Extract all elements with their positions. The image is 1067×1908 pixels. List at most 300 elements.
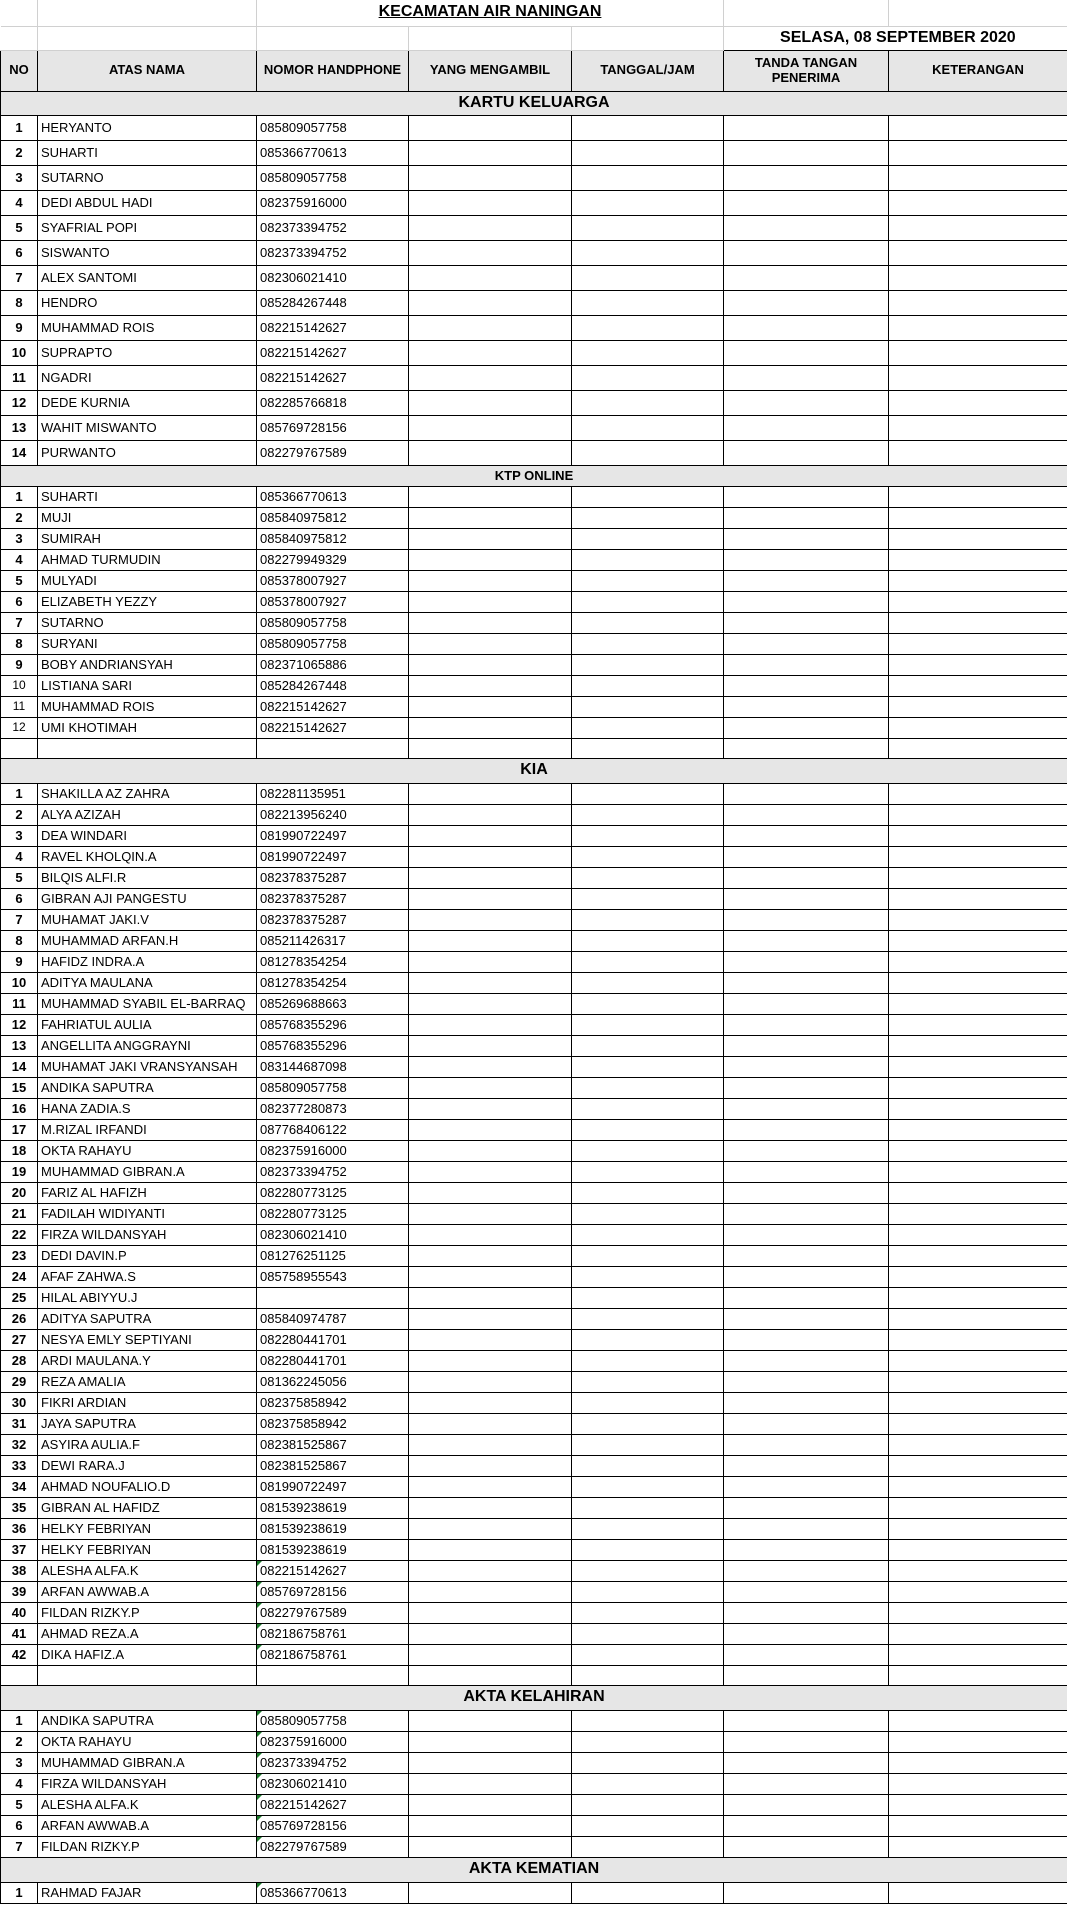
signature-cell[interactable] <box>724 1455 889 1476</box>
signature-cell[interactable] <box>724 240 889 265</box>
taker-cell[interactable] <box>409 1710 572 1731</box>
taker-cell[interactable] <box>409 1287 572 1308</box>
signature-cell[interactable] <box>724 507 889 528</box>
notes-cell[interactable] <box>889 846 1067 867</box>
datetime-cell[interactable] <box>572 591 724 612</box>
taker-cell[interactable] <box>409 1836 572 1857</box>
datetime-cell[interactable] <box>572 717 724 738</box>
notes-cell[interactable] <box>889 1371 1067 1392</box>
datetime-cell[interactable] <box>572 1560 724 1581</box>
datetime-cell[interactable] <box>572 972 724 993</box>
empty-cell[interactable] <box>724 738 889 758</box>
taker-cell[interactable] <box>409 1539 572 1560</box>
signature-cell[interactable] <box>724 1882 889 1903</box>
taker-cell[interactable] <box>409 440 572 465</box>
empty-cell[interactable] <box>889 738 1067 758</box>
notes-cell[interactable] <box>889 1560 1067 1581</box>
signature-cell[interactable] <box>724 1308 889 1329</box>
empty-cell[interactable] <box>257 738 409 758</box>
taker-cell[interactable] <box>409 675 572 696</box>
signature-cell[interactable] <box>724 1413 889 1434</box>
notes-cell[interactable] <box>889 993 1067 1014</box>
datetime-cell[interactable] <box>572 696 724 717</box>
taker-cell[interactable] <box>409 633 572 654</box>
notes-cell[interactable] <box>889 1497 1067 1518</box>
signature-cell[interactable] <box>724 633 889 654</box>
taker-cell[interactable] <box>409 846 572 867</box>
notes-cell[interactable] <box>889 1434 1067 1455</box>
taker-cell[interactable] <box>409 115 572 140</box>
signature-cell[interactable] <box>724 951 889 972</box>
taker-cell[interactable] <box>409 930 572 951</box>
datetime-cell[interactable] <box>572 1794 724 1815</box>
signature-cell[interactable] <box>724 486 889 507</box>
notes-cell[interactable] <box>889 1581 1067 1602</box>
notes-cell[interactable] <box>889 265 1067 290</box>
taker-cell[interactable] <box>409 1350 572 1371</box>
notes-cell[interactable] <box>889 440 1067 465</box>
notes-cell[interactable] <box>889 1455 1067 1476</box>
datetime-cell[interactable] <box>572 390 724 415</box>
signature-cell[interactable] <box>724 1056 889 1077</box>
taker-cell[interactable] <box>409 1644 572 1665</box>
signature-cell[interactable] <box>724 1731 889 1752</box>
signature-cell[interactable] <box>724 930 889 951</box>
datetime-cell[interactable] <box>572 215 724 240</box>
datetime-cell[interactable] <box>572 909 724 930</box>
notes-cell[interactable] <box>889 675 1067 696</box>
signature-cell[interactable] <box>724 140 889 165</box>
datetime-cell[interactable] <box>572 365 724 390</box>
notes-cell[interactable] <box>889 1644 1067 1665</box>
signature-cell[interactable] <box>724 972 889 993</box>
datetime-cell[interactable] <box>572 1098 724 1119</box>
datetime-cell[interactable] <box>572 888 724 909</box>
notes-cell[interactable] <box>889 1119 1067 1140</box>
taker-cell[interactable] <box>409 1815 572 1836</box>
notes-cell[interactable] <box>889 1329 1067 1350</box>
notes-cell[interactable] <box>889 240 1067 265</box>
notes-cell[interactable] <box>889 654 1067 675</box>
empty-cell[interactable] <box>572 1665 724 1685</box>
taker-cell[interactable] <box>409 1224 572 1245</box>
datetime-cell[interactable] <box>572 783 724 804</box>
taker-cell[interactable] <box>409 1581 572 1602</box>
signature-cell[interactable] <box>724 315 889 340</box>
taker-cell[interactable] <box>409 415 572 440</box>
taker-cell[interactable] <box>409 140 572 165</box>
datetime-cell[interactable] <box>572 804 724 825</box>
taker-cell[interactable] <box>409 1056 572 1077</box>
signature-cell[interactable] <box>724 1035 889 1056</box>
taker-cell[interactable] <box>409 1731 572 1752</box>
datetime-cell[interactable] <box>572 846 724 867</box>
datetime-cell[interactable] <box>572 1602 724 1623</box>
taker-cell[interactable] <box>409 1329 572 1350</box>
taker-cell[interactable] <box>409 1266 572 1287</box>
datetime-cell[interactable] <box>572 1329 724 1350</box>
datetime-cell[interactable] <box>572 1455 724 1476</box>
datetime-cell[interactable] <box>572 570 724 591</box>
datetime-cell[interactable] <box>572 1266 724 1287</box>
signature-cell[interactable] <box>724 1182 889 1203</box>
datetime-cell[interactable] <box>572 612 724 633</box>
datetime-cell[interactable] <box>572 240 724 265</box>
datetime-cell[interactable] <box>572 1350 724 1371</box>
taker-cell[interactable] <box>409 570 572 591</box>
signature-cell[interactable] <box>724 846 889 867</box>
signature-cell[interactable] <box>724 1434 889 1455</box>
datetime-cell[interactable] <box>572 1077 724 1098</box>
taker-cell[interactable] <box>409 190 572 215</box>
datetime-cell[interactable] <box>572 867 724 888</box>
notes-cell[interactable] <box>889 1077 1067 1098</box>
datetime-cell[interactable] <box>572 528 724 549</box>
taker-cell[interactable] <box>409 315 572 340</box>
notes-cell[interactable] <box>889 528 1067 549</box>
taker-cell[interactable] <box>409 549 572 570</box>
signature-cell[interactable] <box>724 440 889 465</box>
taker-cell[interactable] <box>409 783 572 804</box>
notes-cell[interactable] <box>889 1224 1067 1245</box>
notes-cell[interactable] <box>889 1882 1067 1903</box>
signature-cell[interactable] <box>724 570 889 591</box>
taker-cell[interactable] <box>409 804 572 825</box>
datetime-cell[interactable] <box>572 993 724 1014</box>
signature-cell[interactable] <box>724 1710 889 1731</box>
notes-cell[interactable] <box>889 486 1067 507</box>
signature-cell[interactable] <box>724 867 889 888</box>
notes-cell[interactable] <box>889 165 1067 190</box>
notes-cell[interactable] <box>889 1182 1067 1203</box>
notes-cell[interactable] <box>889 570 1067 591</box>
datetime-cell[interactable] <box>572 1539 724 1560</box>
notes-cell[interactable] <box>889 1161 1067 1182</box>
signature-cell[interactable] <box>724 215 889 240</box>
taker-cell[interactable] <box>409 717 572 738</box>
taker-cell[interactable] <box>409 1308 572 1329</box>
taker-cell[interactable] <box>409 1794 572 1815</box>
datetime-cell[interactable] <box>572 1392 724 1413</box>
signature-cell[interactable] <box>724 1245 889 1266</box>
notes-cell[interactable] <box>889 1794 1067 1815</box>
signature-cell[interactable] <box>724 1497 889 1518</box>
taker-cell[interactable] <box>409 1014 572 1035</box>
signature-cell[interactable] <box>724 1581 889 1602</box>
signature-cell[interactable] <box>724 1773 889 1794</box>
notes-cell[interactable] <box>889 1710 1067 1731</box>
taker-cell[interactable] <box>409 265 572 290</box>
empty-cell[interactable] <box>38 738 257 758</box>
taker-cell[interactable] <box>409 1371 572 1392</box>
datetime-cell[interactable] <box>572 1371 724 1392</box>
signature-cell[interactable] <box>724 1602 889 1623</box>
signature-cell[interactable] <box>724 1392 889 1413</box>
notes-cell[interactable] <box>889 549 1067 570</box>
taker-cell[interactable] <box>409 1560 572 1581</box>
signature-cell[interactable] <box>724 290 889 315</box>
taker-cell[interactable] <box>409 1413 572 1434</box>
notes-cell[interactable] <box>889 1287 1067 1308</box>
notes-cell[interactable] <box>889 365 1067 390</box>
taker-cell[interactable] <box>409 867 572 888</box>
notes-cell[interactable] <box>889 1266 1067 1287</box>
notes-cell[interactable] <box>889 1392 1067 1413</box>
notes-cell[interactable] <box>889 633 1067 654</box>
datetime-cell[interactable] <box>572 930 724 951</box>
empty-cell[interactable] <box>889 1665 1067 1685</box>
notes-cell[interactable] <box>889 591 1067 612</box>
datetime-cell[interactable] <box>572 1476 724 1497</box>
notes-cell[interactable] <box>889 390 1067 415</box>
taker-cell[interactable] <box>409 528 572 549</box>
datetime-cell[interactable] <box>572 115 724 140</box>
datetime-cell[interactable] <box>572 1140 724 1161</box>
notes-cell[interactable] <box>889 930 1067 951</box>
taker-cell[interactable] <box>409 654 572 675</box>
notes-cell[interactable] <box>889 1140 1067 1161</box>
notes-cell[interactable] <box>889 612 1067 633</box>
signature-cell[interactable] <box>724 1140 889 1161</box>
empty-cell[interactable] <box>409 1665 572 1685</box>
signature-cell[interactable] <box>724 528 889 549</box>
signature-cell[interactable] <box>724 415 889 440</box>
datetime-cell[interactable] <box>572 1581 724 1602</box>
notes-cell[interactable] <box>889 1518 1067 1539</box>
datetime-cell[interactable] <box>572 1035 724 1056</box>
signature-cell[interactable] <box>724 1329 889 1350</box>
datetime-cell[interactable] <box>572 415 724 440</box>
notes-cell[interactable] <box>889 951 1067 972</box>
taker-cell[interactable] <box>409 1203 572 1224</box>
signature-cell[interactable] <box>724 265 889 290</box>
datetime-cell[interactable] <box>572 1119 724 1140</box>
signature-cell[interactable] <box>724 1815 889 1836</box>
taker-cell[interactable] <box>409 1182 572 1203</box>
taker-cell[interactable] <box>409 486 572 507</box>
taker-cell[interactable] <box>409 1623 572 1644</box>
notes-cell[interactable] <box>889 1773 1067 1794</box>
notes-cell[interactable] <box>889 825 1067 846</box>
signature-cell[interactable] <box>724 1014 889 1035</box>
datetime-cell[interactable] <box>572 1161 724 1182</box>
notes-cell[interactable] <box>889 909 1067 930</box>
notes-cell[interactable] <box>889 888 1067 909</box>
signature-cell[interactable] <box>724 1350 889 1371</box>
datetime-cell[interactable] <box>572 1518 724 1539</box>
taker-cell[interactable] <box>409 696 572 717</box>
signature-cell[interactable] <box>724 365 889 390</box>
datetime-cell[interactable] <box>572 486 724 507</box>
taker-cell[interactable] <box>409 1752 572 1773</box>
empty-cell[interactable] <box>572 738 724 758</box>
taker-cell[interactable] <box>409 1773 572 1794</box>
signature-cell[interactable] <box>724 783 889 804</box>
notes-cell[interactable] <box>889 1539 1067 1560</box>
signature-cell[interactable] <box>724 1203 889 1224</box>
signature-cell[interactable] <box>724 612 889 633</box>
datetime-cell[interactable] <box>572 1815 724 1836</box>
datetime-cell[interactable] <box>572 1882 724 1903</box>
taker-cell[interactable] <box>409 1476 572 1497</box>
taker-cell[interactable] <box>409 1497 572 1518</box>
signature-cell[interactable] <box>724 549 889 570</box>
taker-cell[interactable] <box>409 972 572 993</box>
signature-cell[interactable] <box>724 591 889 612</box>
datetime-cell[interactable] <box>572 1731 724 1752</box>
datetime-cell[interactable] <box>572 1245 724 1266</box>
datetime-cell[interactable] <box>572 1182 724 1203</box>
datetime-cell[interactable] <box>572 315 724 340</box>
taker-cell[interactable] <box>409 993 572 1014</box>
notes-cell[interactable] <box>889 1056 1067 1077</box>
datetime-cell[interactable] <box>572 951 724 972</box>
signature-cell[interactable] <box>724 993 889 1014</box>
signature-cell[interactable] <box>724 717 889 738</box>
notes-cell[interactable] <box>889 1245 1067 1266</box>
notes-cell[interactable] <box>889 804 1067 825</box>
signature-cell[interactable] <box>724 1161 889 1182</box>
notes-cell[interactable] <box>889 1203 1067 1224</box>
datetime-cell[interactable] <box>572 165 724 190</box>
notes-cell[interactable] <box>889 867 1067 888</box>
notes-cell[interactable] <box>889 507 1067 528</box>
datetime-cell[interactable] <box>572 1413 724 1434</box>
notes-cell[interactable] <box>889 717 1067 738</box>
datetime-cell[interactable] <box>572 1056 724 1077</box>
signature-cell[interactable] <box>724 696 889 717</box>
taker-cell[interactable] <box>409 390 572 415</box>
datetime-cell[interactable] <box>572 1308 724 1329</box>
notes-cell[interactable] <box>889 315 1067 340</box>
notes-cell[interactable] <box>889 972 1067 993</box>
taker-cell[interactable] <box>409 1035 572 1056</box>
notes-cell[interactable] <box>889 1476 1067 1497</box>
empty-cell[interactable] <box>257 1665 409 1685</box>
empty-cell[interactable] <box>409 738 572 758</box>
signature-cell[interactable] <box>724 1224 889 1245</box>
taker-cell[interactable] <box>409 365 572 390</box>
taker-cell[interactable] <box>409 951 572 972</box>
notes-cell[interactable] <box>889 190 1067 215</box>
taker-cell[interactable] <box>409 340 572 365</box>
taker-cell[interactable] <box>409 909 572 930</box>
signature-cell[interactable] <box>724 1098 889 1119</box>
datetime-cell[interactable] <box>572 507 724 528</box>
taker-cell[interactable] <box>409 240 572 265</box>
notes-cell[interactable] <box>889 1098 1067 1119</box>
taker-cell[interactable] <box>409 591 572 612</box>
taker-cell[interactable] <box>409 290 572 315</box>
signature-cell[interactable] <box>724 1119 889 1140</box>
datetime-cell[interactable] <box>572 1434 724 1455</box>
notes-cell[interactable] <box>889 1014 1067 1035</box>
signature-cell[interactable] <box>724 165 889 190</box>
datetime-cell[interactable] <box>572 1623 724 1644</box>
signature-cell[interactable] <box>724 1371 889 1392</box>
notes-cell[interactable] <box>889 290 1067 315</box>
signature-cell[interactable] <box>724 1644 889 1665</box>
taker-cell[interactable] <box>409 825 572 846</box>
empty-cell[interactable] <box>1 1665 38 1685</box>
datetime-cell[interactable] <box>572 654 724 675</box>
datetime-cell[interactable] <box>572 549 724 570</box>
taker-cell[interactable] <box>409 612 572 633</box>
signature-cell[interactable] <box>724 1518 889 1539</box>
notes-cell[interactable] <box>889 140 1067 165</box>
taker-cell[interactable] <box>409 165 572 190</box>
notes-cell[interactable] <box>889 1623 1067 1644</box>
notes-cell[interactable] <box>889 115 1067 140</box>
datetime-cell[interactable] <box>572 290 724 315</box>
signature-cell[interactable] <box>724 390 889 415</box>
notes-cell[interactable] <box>889 1815 1067 1836</box>
notes-cell[interactable] <box>889 1836 1067 1857</box>
datetime-cell[interactable] <box>572 1014 724 1035</box>
datetime-cell[interactable] <box>572 1710 724 1731</box>
datetime-cell[interactable] <box>572 825 724 846</box>
notes-cell[interactable] <box>889 696 1067 717</box>
signature-cell[interactable] <box>724 1560 889 1581</box>
notes-cell[interactable] <box>889 340 1067 365</box>
taker-cell[interactable] <box>409 1140 572 1161</box>
taker-cell[interactable] <box>409 1077 572 1098</box>
notes-cell[interactable] <box>889 1035 1067 1056</box>
taker-cell[interactable] <box>409 1098 572 1119</box>
taker-cell[interactable] <box>409 215 572 240</box>
taker-cell[interactable] <box>409 1455 572 1476</box>
signature-cell[interactable] <box>724 1794 889 1815</box>
datetime-cell[interactable] <box>572 1203 724 1224</box>
taker-cell[interactable] <box>409 1245 572 1266</box>
taker-cell[interactable] <box>409 1518 572 1539</box>
signature-cell[interactable] <box>724 1077 889 1098</box>
taker-cell[interactable] <box>409 1434 572 1455</box>
signature-cell[interactable] <box>724 1752 889 1773</box>
signature-cell[interactable] <box>724 1287 889 1308</box>
datetime-cell[interactable] <box>572 1287 724 1308</box>
datetime-cell[interactable] <box>572 1773 724 1794</box>
datetime-cell[interactable] <box>572 1644 724 1665</box>
signature-cell[interactable] <box>724 675 889 696</box>
signature-cell[interactable] <box>724 190 889 215</box>
datetime-cell[interactable] <box>572 1497 724 1518</box>
notes-cell[interactable] <box>889 1731 1067 1752</box>
datetime-cell[interactable] <box>572 1836 724 1857</box>
datetime-cell[interactable] <box>572 140 724 165</box>
datetime-cell[interactable] <box>572 265 724 290</box>
datetime-cell[interactable] <box>572 340 724 365</box>
signature-cell[interactable] <box>724 654 889 675</box>
datetime-cell[interactable] <box>572 633 724 654</box>
notes-cell[interactable] <box>889 1350 1067 1371</box>
datetime-cell[interactable] <box>572 1224 724 1245</box>
signature-cell[interactable] <box>724 1623 889 1644</box>
signature-cell[interactable] <box>724 888 889 909</box>
empty-cell[interactable] <box>38 1665 257 1685</box>
notes-cell[interactable] <box>889 1308 1067 1329</box>
signature-cell[interactable] <box>724 1539 889 1560</box>
notes-cell[interactable] <box>889 415 1067 440</box>
notes-cell[interactable] <box>889 783 1067 804</box>
empty-cell[interactable] <box>724 1665 889 1685</box>
notes-cell[interactable] <box>889 1413 1067 1434</box>
signature-cell[interactable] <box>724 1476 889 1497</box>
taker-cell[interactable] <box>409 1392 572 1413</box>
signature-cell[interactable] <box>724 115 889 140</box>
notes-cell[interactable] <box>889 215 1067 240</box>
datetime-cell[interactable] <box>572 190 724 215</box>
